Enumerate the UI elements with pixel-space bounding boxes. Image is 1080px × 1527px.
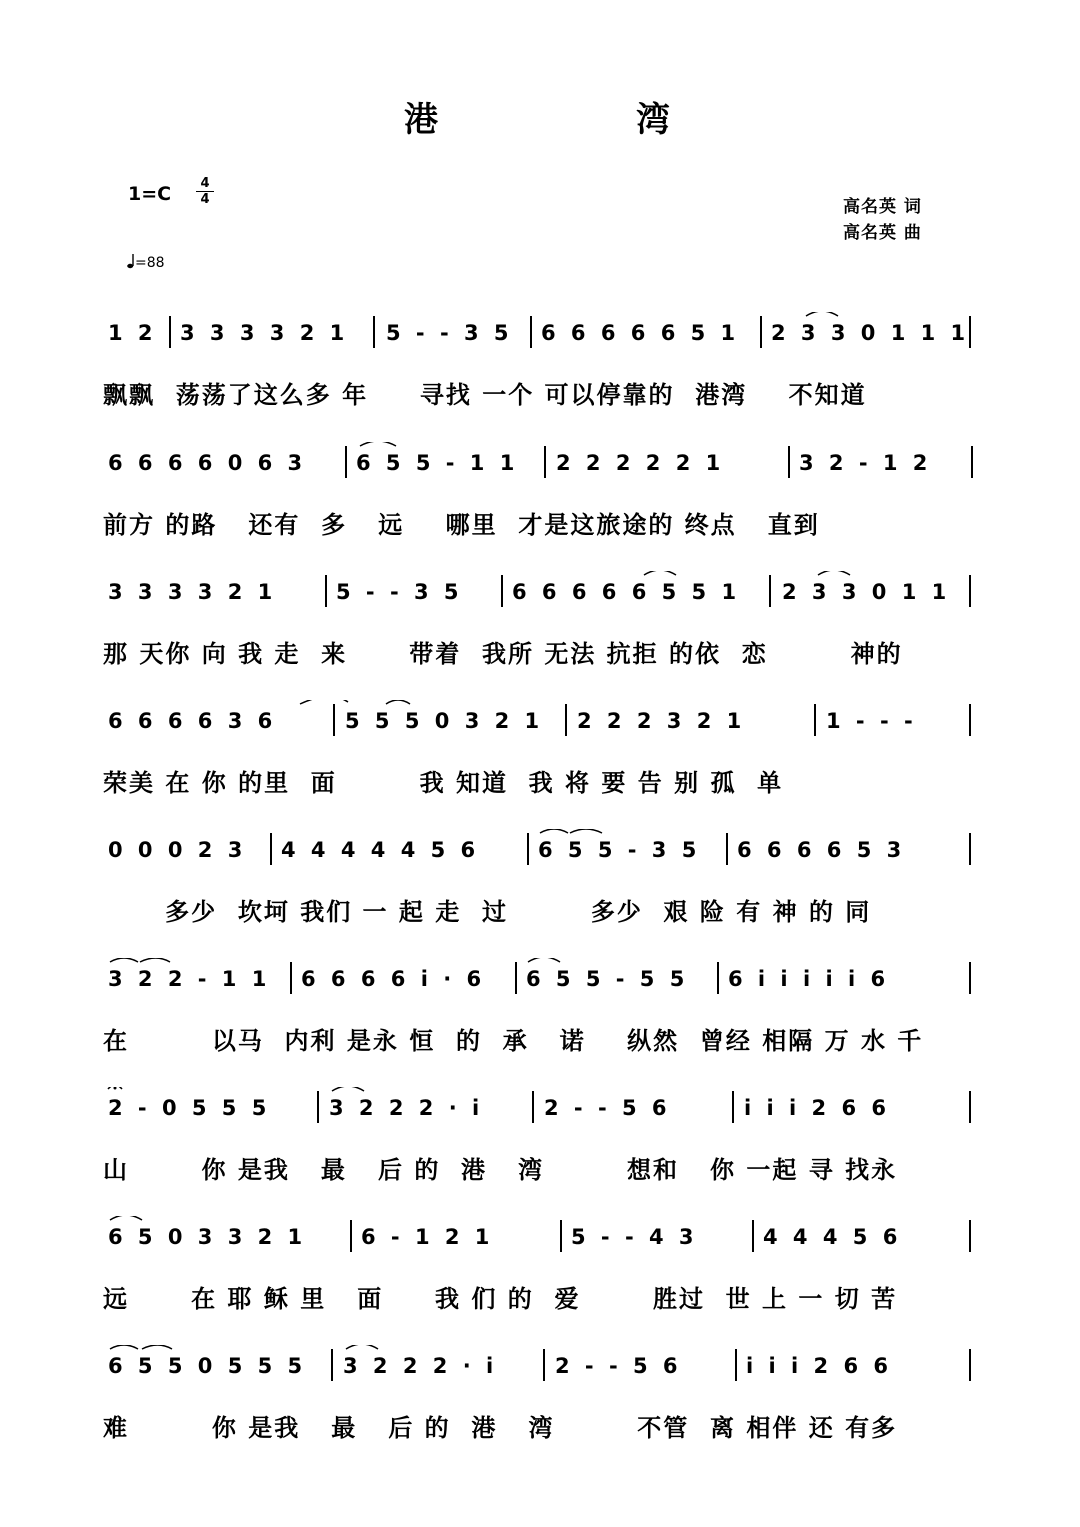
measure-2 (356, 446, 545, 478)
song-title-part2: 湾 (636, 100, 670, 140)
lyrics-line: 多少 坎坷 我们 一 起 走 过 多少 艰 险 有 神 的 同 (103, 898, 872, 926)
slur-mark (110, 958, 138, 962)
measure-2 (180, 316, 374, 348)
notation-row (0, 958, 1080, 998)
slur-mark (110, 1216, 142, 1220)
measure-notes: 2 3 3 0 1 1 1 (771, 321, 970, 345)
measure-notes: 2 - 0 5 5 5 (108, 1096, 271, 1120)
time-signature (196, 176, 214, 207)
measure-2 (361, 1220, 561, 1252)
measure-notes: 2 3 3 0 1 1 (782, 580, 951, 604)
measure-3 (577, 704, 815, 736)
notation-row (0, 312, 1080, 352)
notation-row (0, 1087, 1080, 1127)
measure-notes: 5 5 5 0 3 2 1 (345, 709, 544, 733)
lyrics-line: 难 你 是我 最 后 的 港 湾 不管 离 相伴 还 有多 (103, 1414, 898, 1442)
slur-mark (570, 829, 602, 833)
measure-2 (281, 833, 528, 865)
notation-row (0, 442, 1080, 482)
measure-4 (737, 833, 970, 865)
measure-1 (108, 446, 346, 478)
measure-1 (108, 1091, 318, 1123)
key-signature: 1=C (128, 183, 172, 205)
measure-5 (771, 316, 970, 348)
measure-4 (782, 575, 970, 607)
measure-1 (108, 704, 334, 736)
measure-1 (108, 962, 291, 994)
measure-notes: 6 6 6 6 0 6 3 (108, 451, 307, 475)
measure-notes: 6 5 5 - 1 1 (356, 451, 519, 475)
measure-notes: 4 4 4 4 4 5 6 (281, 838, 480, 862)
notation-row (0, 700, 1080, 740)
measure-1 (108, 575, 326, 607)
measure-3 (555, 1349, 736, 1381)
measure-notes: i i i 2 6 6 (744, 1096, 890, 1120)
measure-3 (526, 962, 718, 994)
measure-notes: 2 - - 5 6 (555, 1354, 682, 1378)
slur-mark (332, 1087, 364, 1091)
song-title-part1: 港 (404, 100, 438, 140)
lyrics-line: 荣美 在 你 的里 面 我 知道 我 将 要 告 别 孤 单 (103, 769, 784, 797)
measure-3 (556, 446, 789, 478)
measure-notes: i i i 2 6 6 (746, 1354, 892, 1378)
measure-notes: 6 5 5 0 5 5 5 (108, 1354, 307, 1378)
measure-notes: 5 - - 4 3 (571, 1225, 698, 1249)
slur-mark (540, 829, 568, 833)
notation-row (0, 829, 1080, 869)
measure-notes: 2 2 2 3 2 1 (577, 709, 746, 733)
tempo-value: =88 (135, 255, 165, 271)
time-signature-top: 4 (200, 176, 210, 191)
measure-notes: 6 6 6 6 i · 6 (301, 967, 486, 991)
slur-mark (360, 442, 396, 446)
time-signature-bottom: 4 (196, 191, 214, 207)
measure-notes: 3 3 3 3 2 1 (180, 321, 349, 345)
fermata-dot (114, 1087, 117, 1090)
measure-notes: 6 - 1 2 1 (361, 1225, 494, 1249)
notation-row (0, 1216, 1080, 1256)
measure-3 (386, 316, 531, 348)
measure-notes: 6 5 5 - 3 5 (538, 838, 701, 862)
lyrics-line: 在 以马 内利 是永 恒 的 承 诺 纵然 曾经 相隔 万 水 千 (103, 1027, 924, 1055)
lyrics-line: 前方 的路 还有 多 远 哪里 才是这旅途的 终点 直到 (103, 511, 820, 539)
notation-row (0, 1345, 1080, 1385)
lyrics-line: 那 天你 向 我 走 来 带着 我所 无法 抗拒 的依 恋 神的 (103, 640, 903, 668)
measure-notes: 3 3 3 3 2 1 (108, 580, 277, 604)
measure-1 (108, 1349, 332, 1381)
measure-1 (108, 1220, 351, 1252)
measure-notes: 3 2 2 - 1 1 (108, 967, 271, 991)
slur-mark (644, 571, 676, 575)
slur-mark (818, 571, 850, 575)
measure-notes: 3 2 2 2 · i (329, 1096, 484, 1120)
slur-mark (346, 1345, 378, 1349)
measure-notes: 2 - - 5 6 (544, 1096, 671, 1120)
measure-notes: 3 2 - 1 2 (799, 451, 932, 475)
measure-1 (108, 833, 271, 865)
measure-2 (336, 575, 502, 607)
measure-4 (826, 704, 970, 736)
measure-notes: 1 2 (108, 321, 157, 345)
measure-1 (108, 316, 170, 348)
measure-notes: 4 4 4 5 6 (763, 1225, 902, 1249)
lyrics-line: 山 你 是我 最 后 的 港 湾 想和 你 一起 寻 找永 (103, 1156, 898, 1184)
measure-2 (343, 1349, 544, 1381)
measure-2 (345, 704, 566, 736)
slur-mark (806, 312, 838, 316)
measure-notes: 6 6 6 6 6 5 5 1 (512, 580, 741, 604)
measure-2 (329, 1091, 533, 1123)
measure-notes: 6 6 6 6 6 5 1 (541, 321, 740, 345)
slur-mark (300, 700, 348, 704)
measure-notes: 6 5 5 - 5 5 (526, 967, 689, 991)
measure-2 (301, 962, 516, 994)
measure-notes: 6 5 0 3 3 2 1 (108, 1225, 307, 1249)
tempo-marking (127, 253, 165, 271)
lyrics-line: 远 在 耶 稣 里 面 我 们 的 爱 胜过 世 上 一 切 苦 (103, 1285, 898, 1313)
measure-3 (538, 833, 727, 865)
lyrics-line: 飘飘 荡荡了这么多 年 寻找 一个 可以停靠的 港湾 不知道 (103, 381, 867, 409)
measure-3 (512, 575, 770, 607)
measure-3 (571, 1220, 753, 1252)
measure-notes: 6 i i i i i 6 (728, 967, 890, 991)
measure-4 (799, 446, 972, 478)
measure-notes: 5 - - 3 5 (336, 580, 463, 604)
measure-4 (763, 1220, 970, 1252)
slur-mark (140, 958, 170, 962)
measure-3 (544, 1091, 733, 1123)
composer-credit: 高名英 曲 (843, 223, 922, 243)
measure-4 (541, 316, 761, 348)
slur-mark (142, 1345, 172, 1349)
slur-mark (110, 1345, 138, 1349)
measure-notes: 0 0 0 2 3 (108, 838, 247, 862)
slur-mark (528, 958, 560, 962)
measure-notes: 5 - - 3 5 (386, 321, 513, 345)
measure-4 (744, 1091, 970, 1123)
measure-notes: 6 6 6 6 5 3 (737, 838, 906, 862)
lyricist-credit: 高名英 词 (843, 197, 922, 217)
measure-notes: 3 2 2 2 · i (343, 1354, 498, 1378)
quarter-note-icon (127, 253, 135, 269)
slur-mark (386, 700, 410, 704)
measure-4 (746, 1349, 970, 1381)
notation-row (0, 571, 1080, 611)
measure-notes: 6 6 6 6 3 6 (108, 709, 277, 733)
measure-notes: 1 - - - (826, 709, 917, 733)
measure-4 (728, 962, 970, 994)
measure-notes: 2 2 2 2 2 1 (556, 451, 725, 475)
